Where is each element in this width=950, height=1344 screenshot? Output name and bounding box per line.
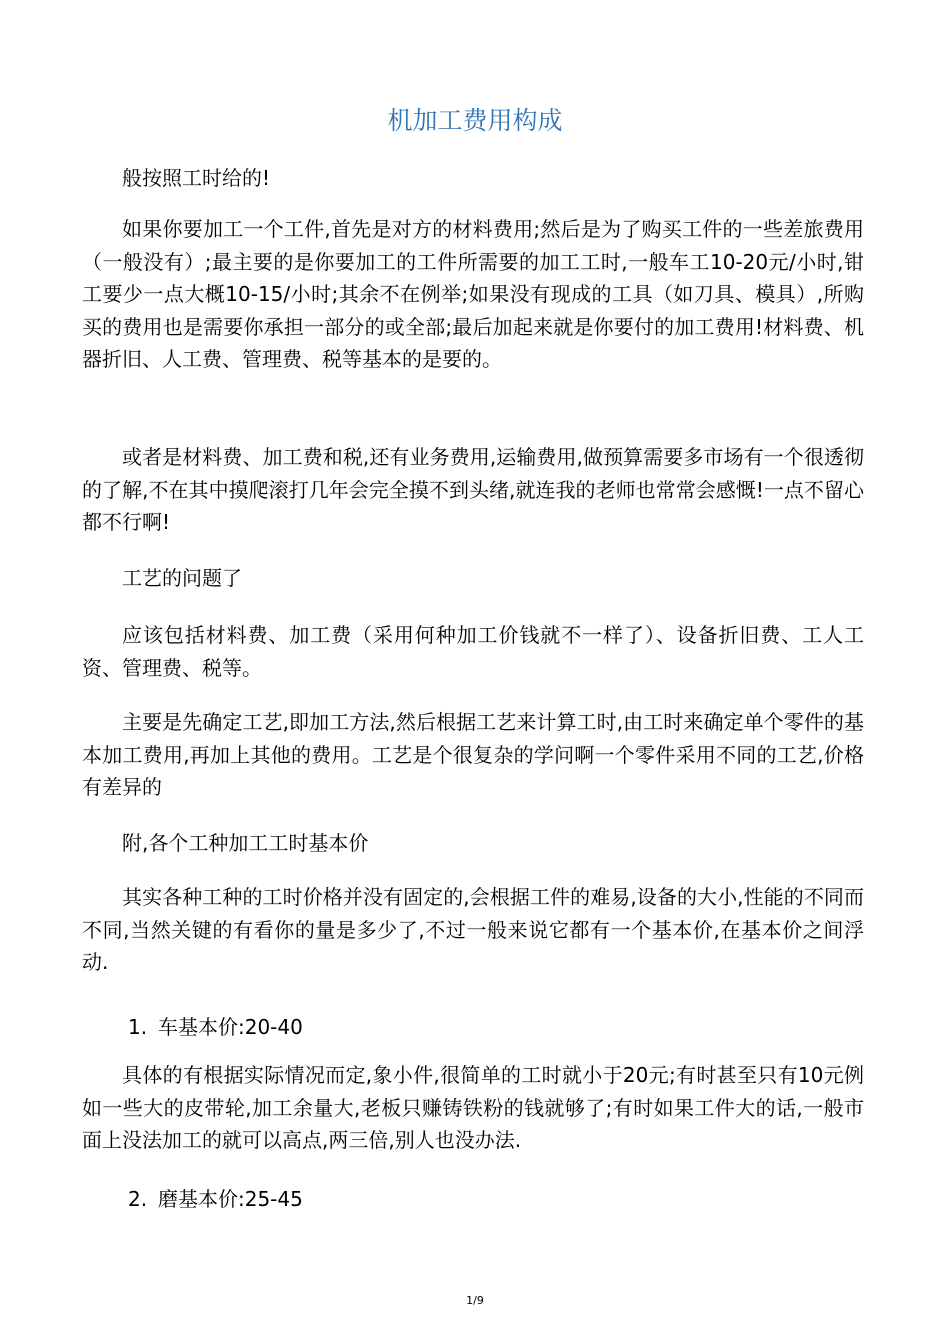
list-item-2	[128, 1183, 303, 1216]
list-item-text: 车基本价:20-40	[158, 1015, 303, 1039]
paragraph-1: 般按照工时给的!	[122, 166, 271, 190]
paragraph-4: 工艺的问题了	[122, 566, 242, 590]
paragraph-5: 应该包括材料费、加工费（采用何种加工价钱就不一样了）、设备折旧费、工人工资、管理费、税等。	[82, 623, 864, 680]
paragraph-7: 附,各个工种加工工时基本价	[122, 831, 369, 855]
list-item-text: 磨基本价:25-45	[158, 1187, 303, 1211]
page-number: 1/9	[466, 1294, 484, 1307]
paragraph-9: 具体的有根据实际情况而定,象小件,很简单的工时就小于20元;有时甚至只有10元例如一些大的皮带轮,加工余量大,老板只赚铸铁粉的钱就够了;有时如果工件大的话,一般市面上没法加工的就可以高点,两三倍,别人也没办法.	[82, 1063, 864, 1152]
document-title: 机加工费用构成	[387, 106, 563, 135]
list-item-number: 1.	[128, 1015, 148, 1039]
paragraph-8: 其实各种工种的工时价格并没有固定的,会根据工件的难易,设备的大小,性能的不同而不同,当然关键的有看你的量是多少了,不过一般来说它都有一个基本价,在基本价之间浮动.	[82, 885, 864, 974]
list-item-1	[128, 1011, 303, 1044]
list-item-number: 2.	[128, 1187, 148, 1211]
paragraph-3: 或者是材料费、加工费和税,还有业务费用,运输费用,做预算需要多市场有一个很透彻的了解,不在其中摸爬滚打几年会完全摸不到头绪,就连我的老师也常常会感慨!一点不留心都不行啊!	[82, 445, 864, 534]
paragraph-2: 如果你要加工一个工件,首先是对方的材料费用;然后是为了购买工件的一些差旅费用（一般没有）;最主要的是你要加工的工件所需要的加工工时,一般车工10-20元/小时,钳工要少一点大概10-15/小时;其余不在例举;如果没有现成的工具（如刀具、模具）,所购买的费用也是需要你承担一部分的或全部;最后加起来就是你要付的加工费用!材料费、机器折旧、人工费、管理费、税等基本的是要的。	[82, 217, 864, 371]
paragraph-6: 主要是先确定工艺,即加工方法,然后根据工艺来计算工时,由工时来确定单个零件的基本加工费用,再加上其他的费用。工艺是个很复杂的学问啊一个零件采用不同的工艺,价格有差异的	[82, 710, 864, 799]
